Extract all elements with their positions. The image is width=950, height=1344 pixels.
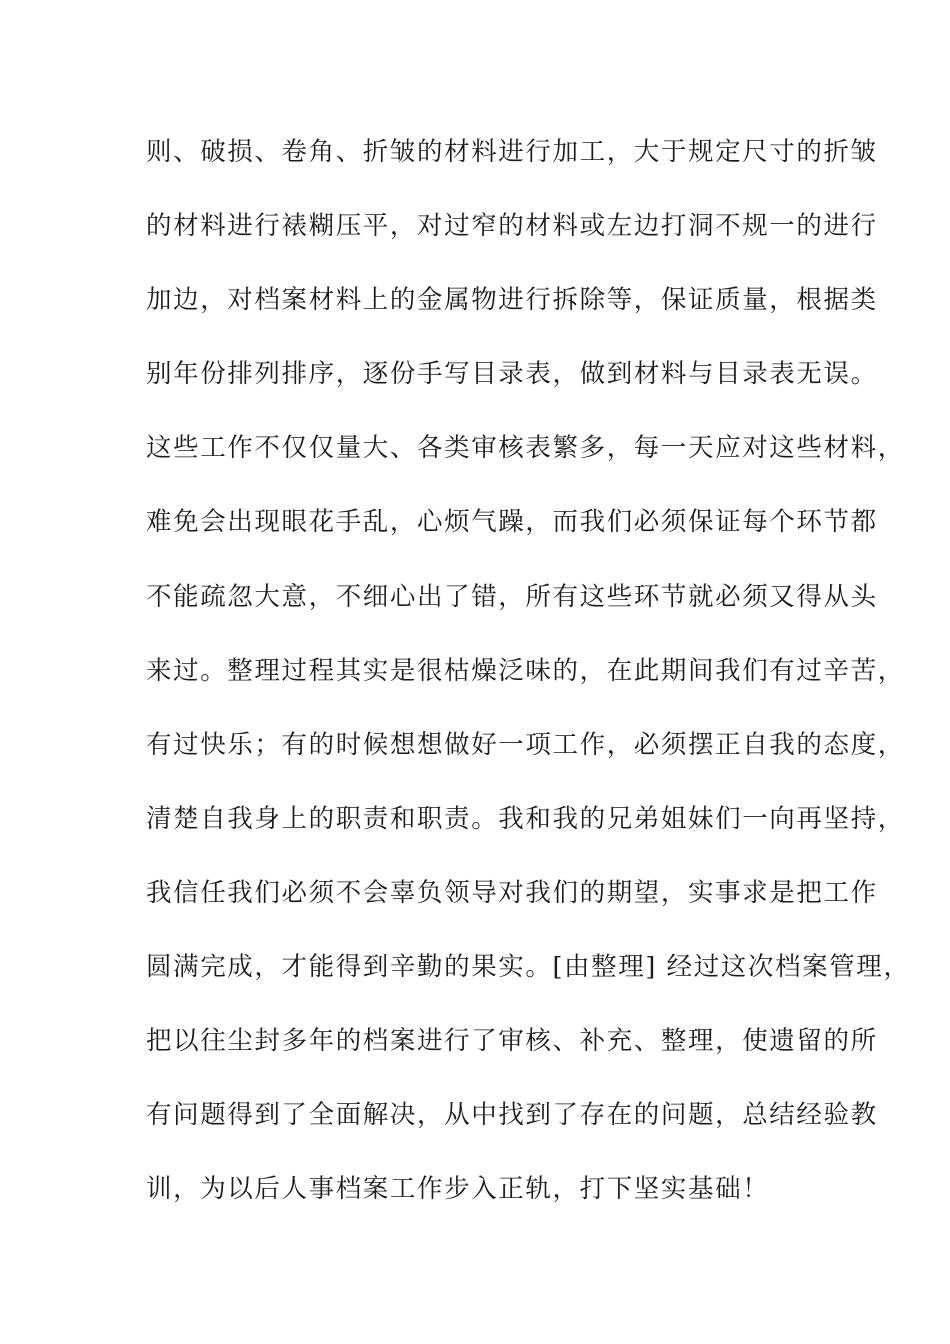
text-line: 不能疏忽大意，不细心出了错，所有这些环节就必须又得从头 — [146, 581, 878, 612]
text-line: 我信任我们必须不会辜负领导对我们的期望，实事求是把工作 — [146, 877, 878, 908]
text-line: 则、破损、卷角、折皱的材料进行加工，大于规定尺寸的折皱 — [146, 137, 878, 167]
text-line: 来过。整理过程其实是很枯燥泛味的，在此期间我们有过辛苦， — [146, 655, 905, 686]
body-text — [146, 132, 911, 1243]
text-line: 圆满完成，才能得到辛勤的果实。[由整理] 经过这次档案管理， — [146, 952, 911, 983]
text-line: 有过快乐；有的时候想想做好一项工作，必须摆正自我的态度， — [146, 729, 905, 760]
text-line: 难免会出现眼花手乱，心烦气躁，而我们必须保证每个环节都 — [146, 507, 878, 538]
text-line: 这些工作不仅仅量大、各类审核表繁多，每一天应对这些材料， — [146, 433, 905, 464]
text-line: 加边，对档案材料上的金属物进行拆除等，保证质量，根据类 — [146, 285, 878, 316]
text-line: 有问题得到了全面解决，从中找到了存在的问题，总结经验教 — [146, 1100, 878, 1131]
text-line: 的材料进行裱糊压平，对过窄的材料或左边打洞不规一的进行 — [146, 211, 878, 242]
text-line: 训，为以后人事档案工作步入正轨，打下坚实基础！ — [146, 1174, 770, 1205]
text-line: 清楚自我身上的职责和职责。我和我的兄弟姐妹们一向再坚持， — [146, 803, 905, 834]
text-line: 把以往尘封多年的档案进行了审核、补充、整理，使遗留的所 — [146, 1026, 878, 1057]
text-line: 别年份排列排序，逐份手写目录表，做到材料与目录表无误。 — [146, 359, 878, 390]
